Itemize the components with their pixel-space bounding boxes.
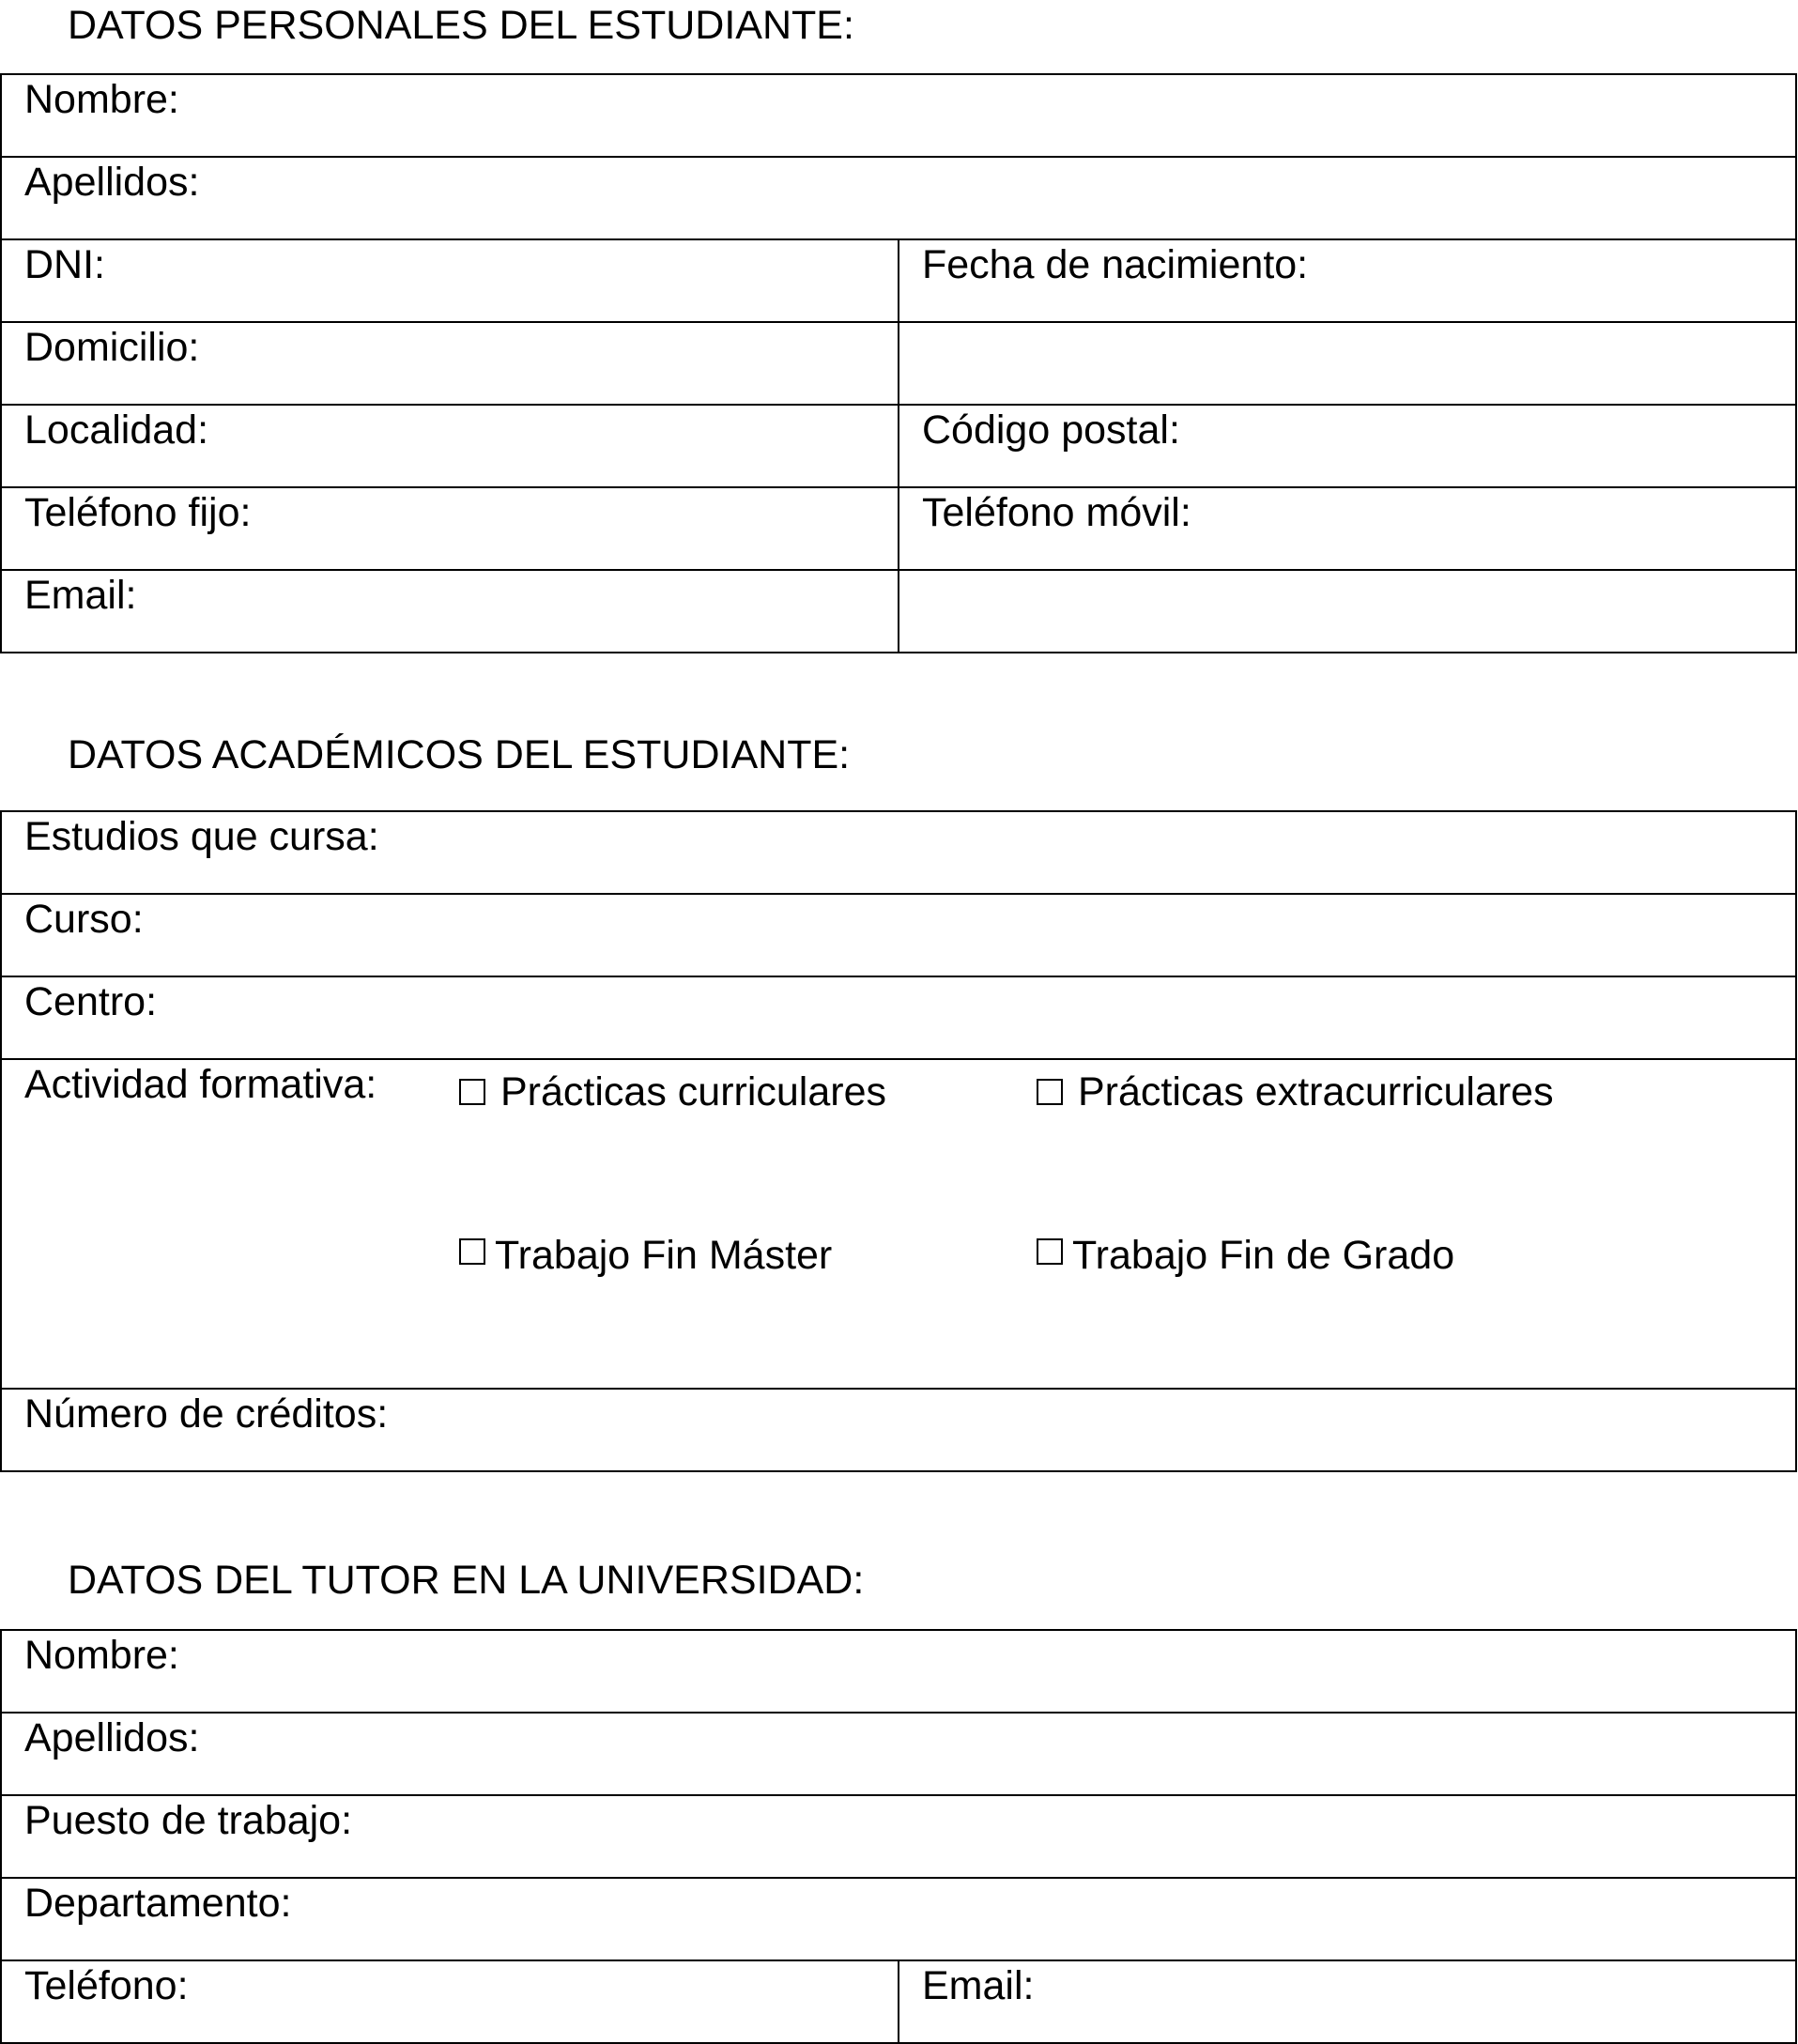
studies-field[interactable]: Estudios que cursa:	[1, 811, 1796, 894]
table-row	[1, 1389, 1796, 1471]
academic-data-table	[0, 810, 1797, 1472]
table-row	[1, 976, 1796, 1059]
table-row	[1, 1713, 1796, 1795]
student-mobile-field[interactable]: Teléfono móvil:	[899, 487, 1796, 570]
table-row	[1, 1960, 1796, 2043]
table-row	[1, 811, 1796, 894]
blank-cell[interactable]	[899, 322, 1796, 405]
table-row	[1, 405, 1796, 487]
training-activity-cell	[1, 1059, 1796, 1389]
table-row	[1, 487, 1796, 570]
training-activity-label: Actividad formativa:	[24, 1062, 377, 1107]
table-row	[1, 570, 1796, 653]
student-address-field[interactable]: Domicilio:	[1, 322, 899, 405]
section-title-tutor: DATOS DEL TUTOR EN LA UNIVERSIDAD:	[68, 1558, 865, 1603]
option-label: Prácticas extracurriculares	[1078, 1069, 1554, 1114]
student-birthdate-field[interactable]: Fecha de nacimiento:	[899, 239, 1796, 322]
student-surname-field[interactable]: Apellidos:	[1, 157, 1796, 239]
section-title-personal: DATOS PERSONALES DEL ESTUDIANTE:	[68, 3, 854, 48]
course-field[interactable]: Curso:	[1, 894, 1796, 976]
option-practicas-curriculares[interactable]	[459, 1068, 886, 1116]
option-label: Trabajo Fin Máster	[495, 1233, 833, 1278]
table-row	[1, 1059, 1796, 1389]
table-row	[1, 1630, 1796, 1713]
option-label: Prácticas curriculares	[500, 1069, 886, 1114]
tutor-department-field[interactable]: Departamento:	[1, 1878, 1796, 1960]
student-postal-code-field[interactable]: Código postal:	[899, 405, 1796, 487]
table-row	[1, 74, 1796, 157]
checkbox-practicas-extracurriculares[interactable]	[1037, 1079, 1063, 1105]
checkbox-trabajo-fin-master[interactable]	[459, 1238, 485, 1265]
student-name-field[interactable]: Nombre:	[1, 74, 1796, 157]
section-title-academic: DATOS ACADÉMICOS DEL ESTUDIANTE:	[68, 732, 851, 777]
table-row	[1, 894, 1796, 976]
tutor-data-table	[0, 1629, 1797, 2044]
option-label: Trabajo Fin de Grado	[1072, 1233, 1455, 1278]
student-email-field[interactable]: Email:	[1, 570, 899, 653]
checkbox-trabajo-fin-grado[interactable]	[1037, 1238, 1063, 1265]
option-trabajo-fin-grado[interactable]	[1037, 1231, 1454, 1280]
table-row	[1, 1795, 1796, 1878]
tutor-email-field[interactable]: Email:	[899, 1960, 1796, 2043]
tutor-name-field[interactable]: Nombre:	[1, 1630, 1796, 1713]
tutor-position-field[interactable]: Puesto de trabajo:	[1, 1795, 1796, 1878]
credits-field[interactable]: Número de créditos:	[1, 1389, 1796, 1471]
table-row	[1, 322, 1796, 405]
table-row	[1, 157, 1796, 239]
center-field[interactable]: Centro:	[1, 976, 1796, 1059]
personal-data-table	[0, 73, 1797, 653]
tutor-phone-field[interactable]: Teléfono:	[1, 1960, 899, 2043]
student-city-field[interactable]: Localidad:	[1, 405, 899, 487]
option-practicas-extracurriculares[interactable]	[1037, 1068, 1554, 1116]
table-row	[1, 1878, 1796, 1960]
option-trabajo-fin-master[interactable]	[459, 1231, 832, 1280]
table-row	[1, 239, 1796, 322]
blank-cell[interactable]	[899, 570, 1796, 653]
student-landline-field[interactable]: Teléfono fijo:	[1, 487, 899, 570]
tutor-surname-field[interactable]: Apellidos:	[1, 1713, 1796, 1795]
student-dni-field[interactable]: DNI:	[1, 239, 899, 322]
checkbox-practicas-curriculares[interactable]	[459, 1079, 485, 1105]
